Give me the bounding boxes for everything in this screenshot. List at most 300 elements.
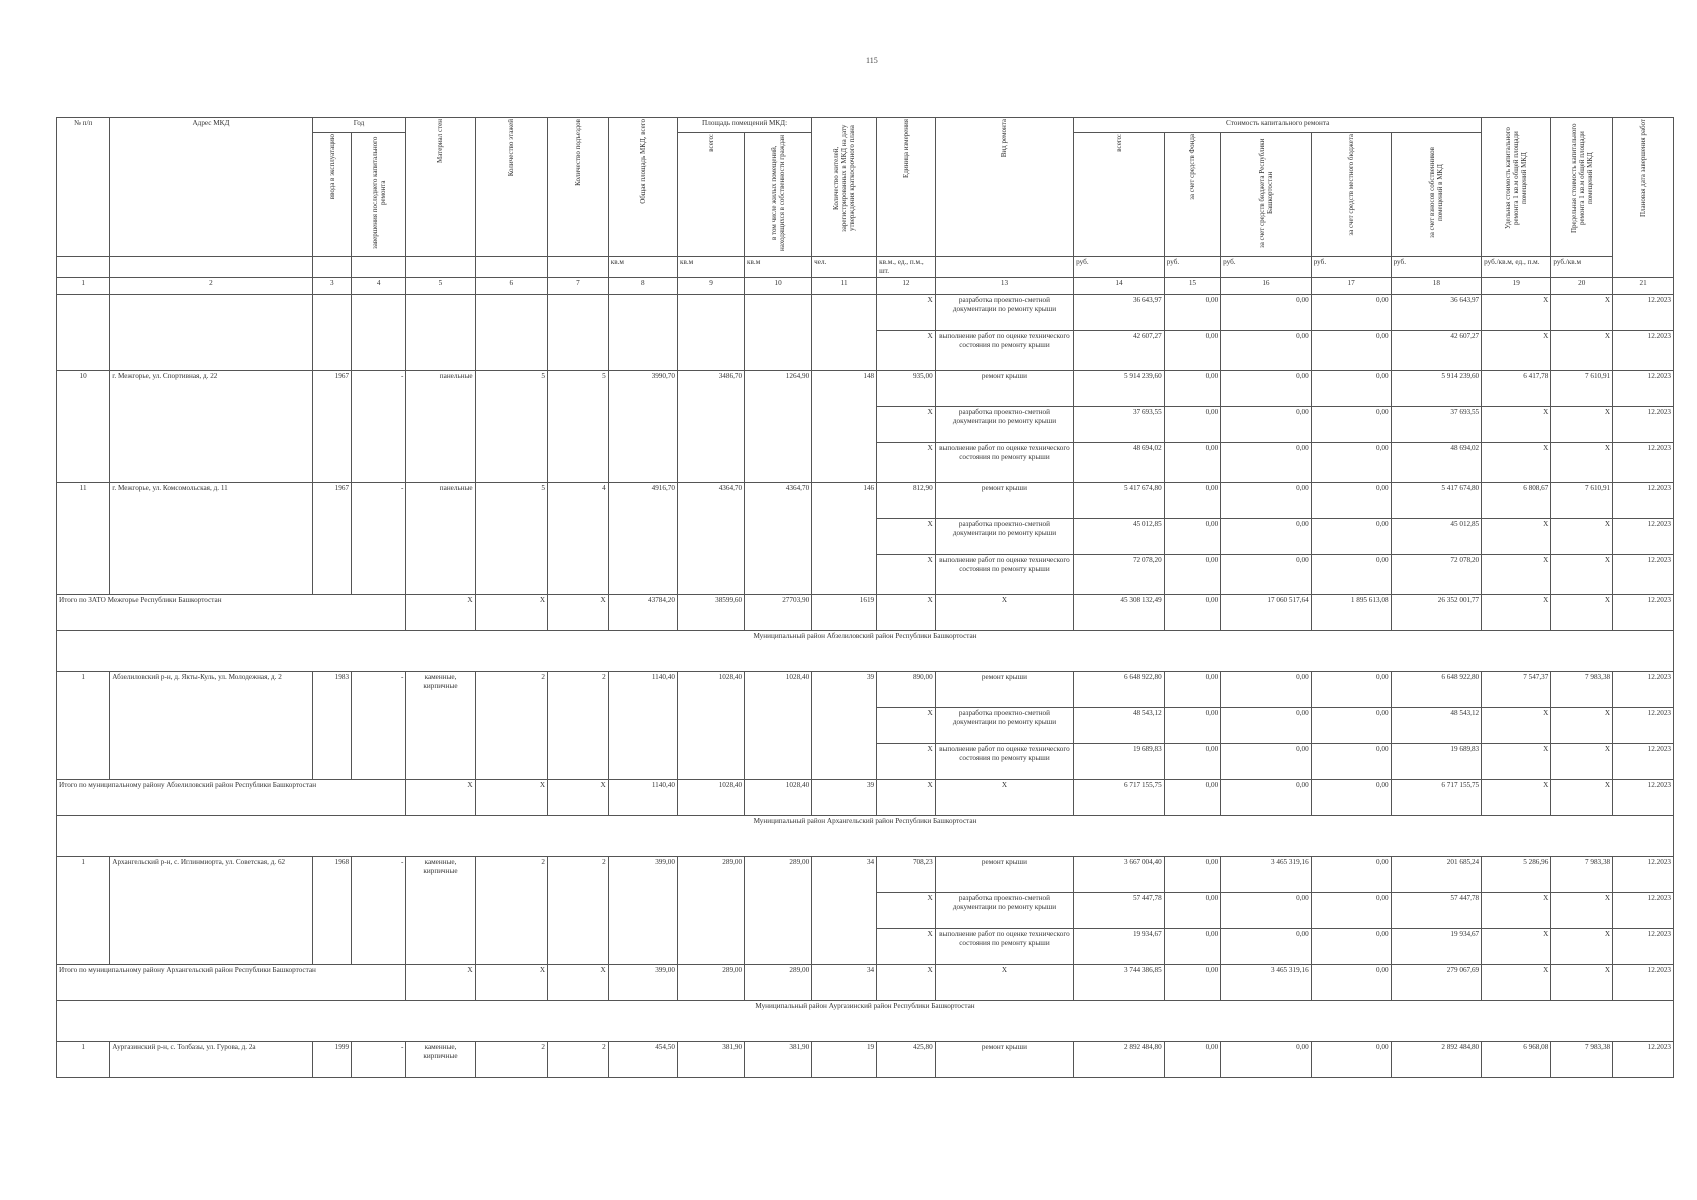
limit-cost: 7 610,91: [1551, 371, 1613, 407]
x-mark: Х: [935, 780, 1073, 816]
residents: 34: [812, 857, 877, 965]
table-row: [57, 371, 1674, 407]
unit-cost: 7 547,37: [1482, 672, 1551, 708]
units-row: [57, 257, 1674, 278]
cost-fund: 0,00: [1164, 595, 1220, 631]
unit-cell: руб.: [1221, 257, 1312, 278]
cell: [812, 295, 877, 371]
total-area: 399,00: [608, 965, 677, 1001]
cost-total: 3 744 386,85: [1074, 965, 1165, 1001]
column-number: 5: [406, 278, 475, 295]
cost-republic: 0,00: [1221, 708, 1312, 744]
cost-local: 0,00: [1311, 519, 1391, 555]
cost-republic: 3 465 319,16: [1221, 857, 1312, 893]
limit-cost: 7 983,38: [1551, 857, 1613, 893]
floors: 5: [475, 371, 547, 483]
unit-cell: [110, 257, 312, 278]
total-area: 1140,40: [608, 672, 677, 780]
x-mark: Х: [475, 595, 547, 631]
cost-local: 1 895 613,08: [1311, 595, 1391, 631]
planned-date: 12.2023: [1613, 555, 1674, 595]
column-number: 20: [1551, 278, 1613, 295]
column-number: 9: [677, 278, 744, 295]
cost-owners: 279 067,69: [1391, 965, 1482, 1001]
x-mark: Х: [877, 443, 936, 483]
x-mark: Х: [1551, 893, 1613, 929]
column-number: 19: [1482, 278, 1551, 295]
cost-total: 48 543,12: [1074, 708, 1165, 744]
section-title: Муниципальный район Абзелиловский район Республики Башкортостан: [57, 631, 1674, 672]
cost-local: 0,00: [1311, 295, 1391, 331]
area-total: 1028,40: [677, 780, 744, 816]
cost-republic: 17 060 517,64: [1221, 595, 1312, 631]
row-number: 1: [57, 1042, 110, 1078]
quantity: 708,23: [877, 857, 936, 893]
cost-republic: 0,00: [1221, 407, 1312, 443]
unit-cell: руб.: [1311, 257, 1391, 278]
cost-total: 5 417 674,80: [1074, 483, 1165, 519]
unit-cell: руб.: [1164, 257, 1220, 278]
cost-owners: 48 543,12: [1391, 708, 1482, 744]
repair-type: ремонт крыши: [935, 483, 1073, 519]
column-number: 11: [812, 278, 877, 295]
cost-total: 37 693,55: [1074, 407, 1165, 443]
cell: [352, 295, 406, 371]
cost-total: 45 012,85: [1074, 519, 1165, 555]
address: г. Межгорье, ул. Комсомольская, д. 11: [110, 483, 312, 595]
floors: 5: [475, 483, 547, 595]
planned-date: 12.2023: [1613, 295, 1674, 331]
header-year: Год: [312, 118, 406, 133]
page-number: 115: [866, 56, 878, 65]
x-mark: Х: [1551, 708, 1613, 744]
total-area: 1140,40: [608, 780, 677, 816]
header-planned-date: Плановая дата завершения работ: [1639, 119, 1648, 218]
cost-local: 0,00: [1311, 407, 1391, 443]
year-last-repair: -: [352, 483, 406, 595]
year-commission: 1968: [312, 857, 351, 965]
area-total: 4364,70: [677, 483, 744, 595]
repair-type: ремонт крыши: [935, 672, 1073, 708]
cost-owners: 5 914 239,60: [1391, 371, 1482, 407]
cost-local: 0,00: [1311, 483, 1391, 519]
repair-type: выполнение работ по оценке технического состояния по ремонту крыши: [935, 744, 1073, 780]
cost-owners: 36 643,97: [1391, 295, 1482, 331]
planned-date: 12.2023: [1613, 371, 1674, 407]
x-mark: Х: [877, 331, 936, 371]
cell: [548, 295, 609, 371]
x-mark: Х: [548, 780, 609, 816]
repair-type: разработка проектно-сметной документации по ремонту крыши: [935, 407, 1073, 443]
entrances: 4: [548, 483, 609, 595]
area-total: 381,90: [677, 1042, 744, 1078]
cost-owners: 6 648 922,80: [1391, 672, 1482, 708]
x-mark: Х: [406, 965, 475, 1001]
wall-material: каменные, кирпичные: [406, 672, 475, 780]
cost-fund: 0,00: [1164, 407, 1220, 443]
cost-fund: 0,00: [1164, 780, 1220, 816]
header-cost-owners: за счет взносов собственников помещений в МКД: [1428, 147, 1445, 239]
capital-repair-table: [56, 117, 1674, 1078]
year-last-repair: -: [352, 371, 406, 483]
area-owned: 4364,70: [745, 483, 812, 595]
x-mark: Х: [1482, 744, 1551, 780]
cost-owners: 72 078,20: [1391, 555, 1482, 595]
header-row-1: [57, 118, 1674, 133]
header-floors: Количество этажей: [507, 119, 516, 177]
cost-local: 0,00: [1311, 708, 1391, 744]
x-mark: Х: [877, 407, 936, 443]
area-total: 289,00: [677, 857, 744, 965]
x-mark: Х: [877, 519, 936, 555]
repair-type: выполнение работ по оценке технического состояния по ремонту крыши: [935, 929, 1073, 965]
x-mark: Х: [1482, 780, 1551, 816]
total-label: Итого по ЗАТО Межгорье Республики Башкортостан: [57, 595, 406, 631]
column-number: 1: [57, 278, 110, 295]
cost-total: 6 717 155,75: [1074, 780, 1165, 816]
unit-cost: 6 968,08: [1482, 1042, 1551, 1078]
section-header: [57, 816, 1674, 857]
cost-republic: 0,00: [1221, 780, 1312, 816]
table-row: [57, 295, 1674, 331]
cost-republic: 0,00: [1221, 371, 1312, 407]
cost-owners: 6 717 155,75: [1391, 780, 1482, 816]
x-mark: Х: [1551, 331, 1613, 371]
cost-fund: 0,00: [1164, 295, 1220, 331]
header-cost-total: всего:: [1114, 134, 1123, 152]
total-area: 3990,70: [608, 371, 677, 483]
residents: 39: [812, 780, 877, 816]
header-unit: Единица измерения: [901, 119, 910, 178]
cost-fund: 0,00: [1164, 331, 1220, 371]
residents: 39: [812, 672, 877, 780]
cost-local: 0,00: [1311, 744, 1391, 780]
floors: 2: [475, 1042, 547, 1078]
header-entrances: Количество подъездов: [573, 119, 582, 186]
planned-date: 12.2023: [1613, 857, 1674, 893]
unit-cell: [352, 257, 406, 278]
unit-cell: руб.: [1391, 257, 1482, 278]
cost-total: 2 892 484,80: [1074, 1042, 1165, 1078]
planned-date: 12.2023: [1613, 965, 1674, 1001]
column-number: 13: [935, 278, 1073, 295]
cost-owners: 26 352 001,77: [1391, 595, 1482, 631]
total-row: [57, 965, 1674, 1001]
x-mark: Х: [1551, 744, 1613, 780]
cost-total: 57 447,78: [1074, 893, 1165, 929]
unit-cost: 6 808,67: [1482, 483, 1551, 519]
x-mark: Х: [1482, 708, 1551, 744]
column-number: 17: [1311, 278, 1391, 295]
cost-local: 0,00: [1311, 331, 1391, 371]
cost-republic: 0,00: [1221, 483, 1312, 519]
header-cost-republic: за счет средств бюджета Республики Башкортостан: [1257, 138, 1274, 248]
address: Архангельский р-н, с. Иглинмиорта, ул. Советская, д. 62: [110, 857, 312, 965]
unit-cell: руб./кв.м, ед., п.м.: [1482, 257, 1551, 278]
cost-fund: 0,00: [1164, 965, 1220, 1001]
cost-total: 42 607,27: [1074, 331, 1165, 371]
cost-republic: 0,00: [1221, 331, 1312, 371]
planned-date: 12.2023: [1613, 780, 1674, 816]
x-mark: Х: [877, 595, 936, 631]
x-mark: Х: [1482, 331, 1551, 371]
x-mark: Х: [1482, 407, 1551, 443]
cost-fund: 0,00: [1164, 555, 1220, 595]
table-row: [57, 672, 1674, 708]
floors: 2: [475, 857, 547, 965]
table-row: [57, 857, 1674, 893]
header-residents: Количество жителей, зарегистрированных в МКД на дату утверждения краткосрочного плана: [832, 124, 857, 232]
cost-republic: 0,00: [1221, 555, 1312, 595]
repair-type: ремонт крыши: [935, 1042, 1073, 1078]
column-number: 14: [1074, 278, 1165, 295]
x-mark: Х: [1482, 443, 1551, 483]
wall-material: панельные: [406, 483, 475, 595]
section-title: Муниципальный район Аургазинский район Республики Башкортостан: [57, 1001, 1674, 1042]
unit-cell: [548, 257, 609, 278]
header-total-area: Общая площадь МКД, всего: [638, 119, 647, 204]
wall-material: панельные: [406, 371, 475, 483]
cost-owners: 48 694,02: [1391, 443, 1482, 483]
section-header: [57, 631, 1674, 672]
table-row: [57, 483, 1674, 519]
x-mark: Х: [1482, 595, 1551, 631]
unit-cell: кв.м: [745, 257, 812, 278]
residents: 1619: [812, 595, 877, 631]
x-mark: Х: [1551, 595, 1613, 631]
total-area: 4916,70: [608, 483, 677, 595]
header-area-total: всего:: [706, 134, 715, 152]
cost-republic: 0,00: [1221, 929, 1312, 965]
cost-local: 0,00: [1311, 965, 1391, 1001]
residents: 146: [812, 483, 877, 595]
residents: 19: [812, 1042, 877, 1078]
cell: [475, 295, 547, 371]
column-number: 2: [110, 278, 312, 295]
cost-total: 5 914 239,60: [1074, 371, 1165, 407]
repair-type: разработка проектно-сметной документации по ремонту крыши: [935, 893, 1073, 929]
cell: [110, 295, 312, 371]
cost-owners: 45 012,85: [1391, 519, 1482, 555]
cell: [57, 295, 110, 371]
area-owned: 289,00: [745, 965, 812, 1001]
x-mark: Х: [1551, 295, 1613, 331]
cost-fund: 0,00: [1164, 519, 1220, 555]
entrances: 2: [548, 857, 609, 965]
row-number: 11: [57, 483, 110, 595]
cost-fund: 0,00: [1164, 1042, 1220, 1078]
x-mark: Х: [935, 595, 1073, 631]
cost-owners: 5 417 674,80: [1391, 483, 1482, 519]
cost-fund: 0,00: [1164, 672, 1220, 708]
x-mark: Х: [1551, 443, 1613, 483]
cell: [608, 295, 677, 371]
year-commission: 1999: [312, 1042, 351, 1078]
cost-fund: 0,00: [1164, 443, 1220, 483]
planned-date: 12.2023: [1613, 443, 1674, 483]
year-commission: 1967: [312, 371, 351, 483]
cost-owners: 57 447,78: [1391, 893, 1482, 929]
column-number: 7: [548, 278, 609, 295]
wall-material: каменные, кирпичные: [406, 857, 475, 965]
planned-date: 12.2023: [1613, 672, 1674, 708]
entrances: 2: [548, 1042, 609, 1078]
column-number: 4: [352, 278, 406, 295]
total-area: 43784,20: [608, 595, 677, 631]
cost-total: 19 689,83: [1074, 744, 1165, 780]
repair-type: разработка проектно-сметной документации по ремонту крыши: [935, 295, 1073, 331]
cost-local: 0,00: [1311, 371, 1391, 407]
cost-republic: 0,00: [1221, 519, 1312, 555]
cost-owners: 19 689,83: [1391, 744, 1482, 780]
planned-date: 12.2023: [1613, 331, 1674, 371]
header-repair-type: Вид ремонта: [1000, 119, 1009, 158]
row-number: 10: [57, 371, 110, 483]
column-numbers-row: [57, 278, 1674, 295]
cost-fund: 0,00: [1164, 893, 1220, 929]
year-last-repair: -: [352, 672, 406, 780]
area-owned: 27703,90: [745, 595, 812, 631]
x-mark: Х: [935, 965, 1073, 1001]
header-unit-cost: Удельная стоимость капитального ремонта 1 кв.м общей площади помещений МКД: [1504, 127, 1529, 229]
repair-type: выполнение работ по оценке технического состояния по ремонту крыши: [935, 555, 1073, 595]
section-title: Муниципальный район Архангельский район Республики Башкортостан: [57, 816, 1674, 857]
address: г. Межгорье, ул. Спортивная, д. 22: [110, 371, 312, 483]
cost-local: 0,00: [1311, 672, 1391, 708]
header-area-group: Площадь помещений МКД:: [677, 118, 811, 133]
floors: 2: [475, 672, 547, 780]
repair-type: выполнение работ по оценке технического состояния по ремонту крыши: [935, 443, 1073, 483]
unit-cell: кв.м: [608, 257, 677, 278]
unit-cell: [312, 257, 351, 278]
cost-owners: 37 693,55: [1391, 407, 1482, 443]
cost-fund: 0,00: [1164, 708, 1220, 744]
planned-date: 12.2023: [1613, 595, 1674, 631]
x-mark: Х: [877, 893, 936, 929]
quantity: 890,00: [877, 672, 936, 708]
repair-type: ремонт крыши: [935, 371, 1073, 407]
entrances: 2: [548, 672, 609, 780]
section-header: [57, 1001, 1674, 1042]
planned-date: 12.2023: [1613, 407, 1674, 443]
x-mark: Х: [877, 744, 936, 780]
x-mark: Х: [1551, 519, 1613, 555]
header-limit-cost: Предельная стоимость капитального ремонта 1 кв.м общей площади помещений МКД: [1569, 123, 1594, 233]
area-owned: 1028,40: [745, 672, 812, 780]
header-year-last-repair: завершения последнего капитального ремонта: [370, 136, 387, 250]
x-mark: Х: [1551, 407, 1613, 443]
cost-local: 0,00: [1311, 893, 1391, 929]
cost-fund: 0,00: [1164, 371, 1220, 407]
header-address: Адрес МКД: [110, 118, 312, 257]
area-total: 3486,70: [677, 371, 744, 483]
header-cost-group: Стоимость капитального ремонта: [1074, 118, 1482, 133]
column-number: 6: [475, 278, 547, 295]
cost-total: 72 078,20: [1074, 555, 1165, 595]
x-mark: Х: [1551, 965, 1613, 1001]
total-area: 399,00: [608, 857, 677, 965]
x-mark: Х: [548, 595, 609, 631]
total-row: [57, 780, 1674, 816]
area-owned: 289,00: [745, 857, 812, 965]
cost-total: 36 643,97: [1074, 295, 1165, 331]
planned-date: 12.2023: [1613, 483, 1674, 519]
year-last-repair: -: [352, 1042, 406, 1078]
column-number: 15: [1164, 278, 1220, 295]
x-mark: Х: [475, 780, 547, 816]
cost-republic: 0,00: [1221, 744, 1312, 780]
unit-cell: [475, 257, 547, 278]
unit-cell: руб.: [1074, 257, 1165, 278]
repair-type: выполнение работ по оценке технического состояния по ремонту крыши: [935, 331, 1073, 371]
cost-total: 45 308 132,49: [1074, 595, 1165, 631]
residents: 34: [812, 965, 877, 1001]
cost-fund: 0,00: [1164, 929, 1220, 965]
x-mark: Х: [1482, 893, 1551, 929]
cost-local: 0,00: [1311, 1042, 1391, 1078]
total-label: Итого по муниципальному району Абзелиловский район Республики Башкортостан: [57, 780, 406, 816]
column-number: 12: [877, 278, 936, 295]
quantity: 812,90: [877, 483, 936, 519]
x-mark: Х: [548, 965, 609, 1001]
address: Аургазинский р-н, с. Толбазы, ул. Гурова, д. 2а: [110, 1042, 312, 1078]
total-label: Итого по муниципальному району Архангельский район Республики Башкортостан: [57, 965, 406, 1001]
planned-date: 12.2023: [1613, 1042, 1674, 1078]
x-mark: Х: [1551, 929, 1613, 965]
cost-republic: 3 465 319,16: [1221, 965, 1312, 1001]
header-num: № п/п: [57, 118, 110, 257]
planned-date: 12.2023: [1613, 744, 1674, 780]
cost-fund: 0,00: [1164, 744, 1220, 780]
cost-republic: 0,00: [1221, 893, 1312, 929]
column-number: 8: [608, 278, 677, 295]
unit-cell: [57, 257, 110, 278]
year-commission: 1983: [312, 672, 351, 780]
x-mark: Х: [877, 555, 936, 595]
cell: [312, 295, 351, 371]
column-number: 16: [1221, 278, 1312, 295]
cost-republic: 0,00: [1221, 672, 1312, 708]
row-number: 1: [57, 857, 110, 965]
cost-owners: 2 892 484,80: [1391, 1042, 1482, 1078]
area-total: 38599,60: [677, 595, 744, 631]
unit-cell: [935, 257, 1073, 278]
area-owned: 381,90: [745, 1042, 812, 1078]
limit-cost: 7 983,38: [1551, 672, 1613, 708]
total-area: 454,50: [608, 1042, 677, 1078]
residents: 148: [812, 371, 877, 483]
x-mark: Х: [1551, 555, 1613, 595]
x-mark: Х: [877, 965, 936, 1001]
area-owned: 1028,40: [745, 780, 812, 816]
address: Абзелиловский р-н, д. Якты-Куль, ул. Молодежная, д. 2: [110, 672, 312, 780]
table-row: [57, 1042, 1674, 1078]
x-mark: Х: [1482, 929, 1551, 965]
cell: [677, 295, 744, 371]
year-commission: 1967: [312, 483, 351, 595]
cost-total: 19 934,67: [1074, 929, 1165, 965]
header-cost-fund: за счет средств Фонда: [1188, 134, 1197, 200]
header-wall-material: Материал стен: [436, 119, 445, 163]
header-area-owned: в том числе жилых помещений, находящихся в собственности граждан: [770, 135, 787, 251]
x-mark: Х: [406, 780, 475, 816]
cell: [406, 295, 475, 371]
cost-total: 48 694,02: [1074, 443, 1165, 483]
x-mark: Х: [1482, 555, 1551, 595]
area-total: 1028,40: [677, 672, 744, 780]
cost-local: 0,00: [1311, 555, 1391, 595]
total-row: [57, 595, 1674, 631]
